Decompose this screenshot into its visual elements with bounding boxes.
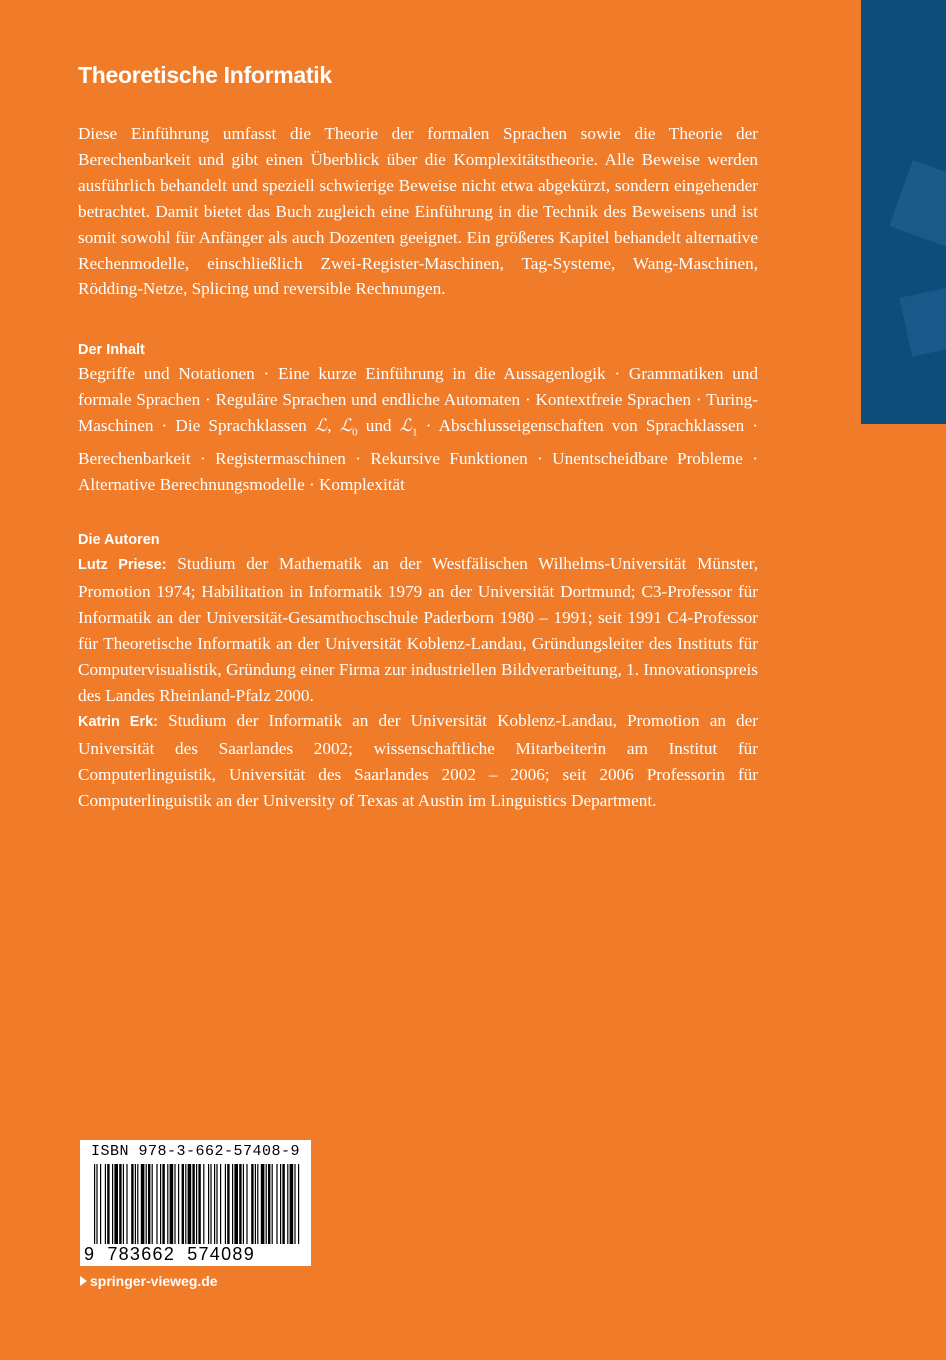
barcode-bar xyxy=(268,1164,270,1244)
language-class-symbol: ℒ xyxy=(339,415,353,435)
author-bio-text: Studium der Mathematik an der Westfälischen Wilhelms-Universität Münster, Promotion 1974; Habilitation in Informatik 1979 an der Universität Dortmund; C3-Professor für Informatik an der Universität-Gesamthochschule Paderborn 1980 – 1991; seit 1991 C4-Professor für Theoretische Informatik an der Universität Koblenz-Landau, Gründungsleiter des Instituts für Computervisualistik, Gründung einer Firma zur industriellen Bildverarbeitung, 1. Innovationspreis des Landes Rheinland-Pfalz 2000. xyxy=(78,554,758,705)
barcode-bar xyxy=(298,1164,299,1244)
barcode-bar xyxy=(208,1164,209,1244)
barcode-bar xyxy=(100,1164,101,1244)
decorative-shape xyxy=(889,160,946,250)
ean-digits xyxy=(84,1244,309,1265)
barcode-bar xyxy=(148,1164,150,1244)
barcode-bar xyxy=(239,1164,241,1244)
barcode-bar xyxy=(287,1164,288,1244)
barcode-bar xyxy=(141,1164,145,1244)
barcode-bar xyxy=(188,1164,192,1244)
author-bio-priese xyxy=(78,551,758,708)
barcode-bar xyxy=(276,1164,277,1244)
contents-text: Begriffe und Notationen · Eine kurze Einführung in die Aussagenlogik · Grammatiken und formale Sprachen · Reguläre Sprachen und endliche Automaten · Kontextfreie Sprachen · Turing-Maschinen · Die Sprachklassen xyxy=(78,364,758,435)
isbn-label: ISBN 978-3-662-57408-9 xyxy=(90,1143,301,1160)
barcode-bar xyxy=(114,1164,118,1244)
decorative-blue-panel xyxy=(861,0,946,424)
contents-paragraph xyxy=(78,361,758,498)
barcode-bar xyxy=(185,1164,186,1244)
barcode-bar xyxy=(243,1164,244,1244)
barcode-bar xyxy=(210,1164,211,1244)
barcode-bar xyxy=(146,1164,147,1244)
barcode-bar xyxy=(152,1164,153,1244)
barcode-bar xyxy=(232,1164,233,1244)
barcode-bar xyxy=(170,1164,174,1244)
barcode-bar xyxy=(131,1164,133,1244)
barcode-bar xyxy=(178,1164,179,1244)
barcode-bar xyxy=(192,1164,194,1244)
website-link[interactable] xyxy=(80,1273,218,1289)
isbn-barcode xyxy=(80,1140,311,1266)
contents-heading: Der Inhalt xyxy=(78,342,145,358)
barcode-bar xyxy=(96,1164,97,1244)
author-name: Katrin Erk: xyxy=(78,714,158,731)
barcode-bar xyxy=(261,1164,265,1244)
author-name: Lutz Priese: xyxy=(78,557,167,573)
barcode-bar xyxy=(94,1164,95,1244)
barcode-bar xyxy=(167,1164,168,1244)
barcode-bar xyxy=(112,1164,113,1244)
triangle-arrow-icon xyxy=(80,1276,87,1286)
barcode-bar xyxy=(105,1164,106,1244)
authors-heading: Die Autoren xyxy=(78,532,160,548)
barcode-bar xyxy=(234,1164,238,1244)
barcode-bar xyxy=(294,1164,295,1244)
separator: und xyxy=(357,415,400,435)
author-bio-erk xyxy=(78,708,758,814)
barcode-bar xyxy=(198,1164,200,1244)
barcode-bar xyxy=(216,1164,217,1244)
barcode-bar xyxy=(162,1164,164,1244)
barcode-bar xyxy=(160,1164,161,1244)
barcode-bar xyxy=(266,1164,267,1244)
website-text: springer-vieweg.de xyxy=(90,1273,218,1289)
barcode-bars xyxy=(94,1164,300,1252)
ean-right-group: 574089 xyxy=(187,1244,256,1264)
ean-first-digit: 9 xyxy=(84,1244,96,1264)
subscript: 0 xyxy=(352,426,358,439)
barcode-bar xyxy=(135,1164,136,1244)
barcode-bar xyxy=(227,1164,229,1244)
language-class-symbol: ℒ xyxy=(314,415,328,435)
ean-left-group: 783662 xyxy=(107,1244,176,1264)
separator: , xyxy=(327,415,340,435)
barcode-bar xyxy=(182,1164,184,1244)
barcode-bar xyxy=(225,1164,226,1244)
intro-paragraph: Diese Einführung umfasst die Theorie der formalen Sprachen sowie die Theorie der Berechenbarkeit und gibt einen Überblick über die Komplexitätstheorie. Alle Beweise werden ausführlich behandelt und speziell schwierige Beweise nicht etwa abgekürzt, sondern eingehender betrachtet. Damit bietet das Buch zugleich eine Einführung in die Technik des Beweisens und ist somit sowohl für Anfänger als auch Dozenten geeignet. Ein größeres Kapitel behandelt alternative Rechenmodelle, einschließlich Zwei-Register-Maschinen, Tag-Systeme, Wang-Maschinen, Rödding-Netze, Splicing und reversible Rechnungen. xyxy=(78,124,758,299)
book-title: Theoretische Informatik xyxy=(78,62,332,88)
barcode-bar xyxy=(290,1164,294,1244)
barcode-bar xyxy=(257,1164,258,1244)
barcode-bar xyxy=(282,1164,284,1244)
authors-section xyxy=(78,551,758,814)
decorative-shape xyxy=(900,283,946,356)
barcode-bar xyxy=(280,1164,281,1244)
barcode-bar xyxy=(203,1164,204,1244)
barcode-bar xyxy=(156,1164,157,1244)
barcode-bar xyxy=(119,1164,121,1244)
barcode-bar xyxy=(272,1164,273,1244)
barcode-bar xyxy=(137,1164,138,1244)
barcode-bar xyxy=(174,1164,175,1244)
barcode-bar xyxy=(255,1164,256,1244)
barcode-bar xyxy=(123,1164,124,1244)
subscript: 1 xyxy=(412,426,418,439)
barcode-bar xyxy=(214,1164,215,1244)
barcode-bar xyxy=(251,1164,253,1244)
language-class-symbol: ℒ xyxy=(399,415,413,435)
barcode-bar xyxy=(246,1164,247,1244)
barcode-bar xyxy=(126,1164,127,1244)
barcode-bar xyxy=(196,1164,197,1244)
barcode-bar xyxy=(220,1164,221,1244)
author-bio-text: Studium der Informatik an der Universität Koblenz-Landau, Promotion an der Universität des Saarlandes 2002; wissenschaftliche Mitarbeiterin am Institut für Computerlinguistik, Universität des Saarlandes 2002 – 2006; seit 2006 Professorin für Computerlinguistik an der University of Texas at Austin im Linguistics Department. xyxy=(78,711,758,811)
contents-text: · Abschlusseigenschaften von Sprachklassen · Berechenbarkeit · Registermaschinen · Rekursive Funktionen · Unentscheidbare Probleme · Alternative Berechnungsmodelle · Komplexität xyxy=(78,415,759,495)
barcode-bar xyxy=(107,1164,109,1244)
